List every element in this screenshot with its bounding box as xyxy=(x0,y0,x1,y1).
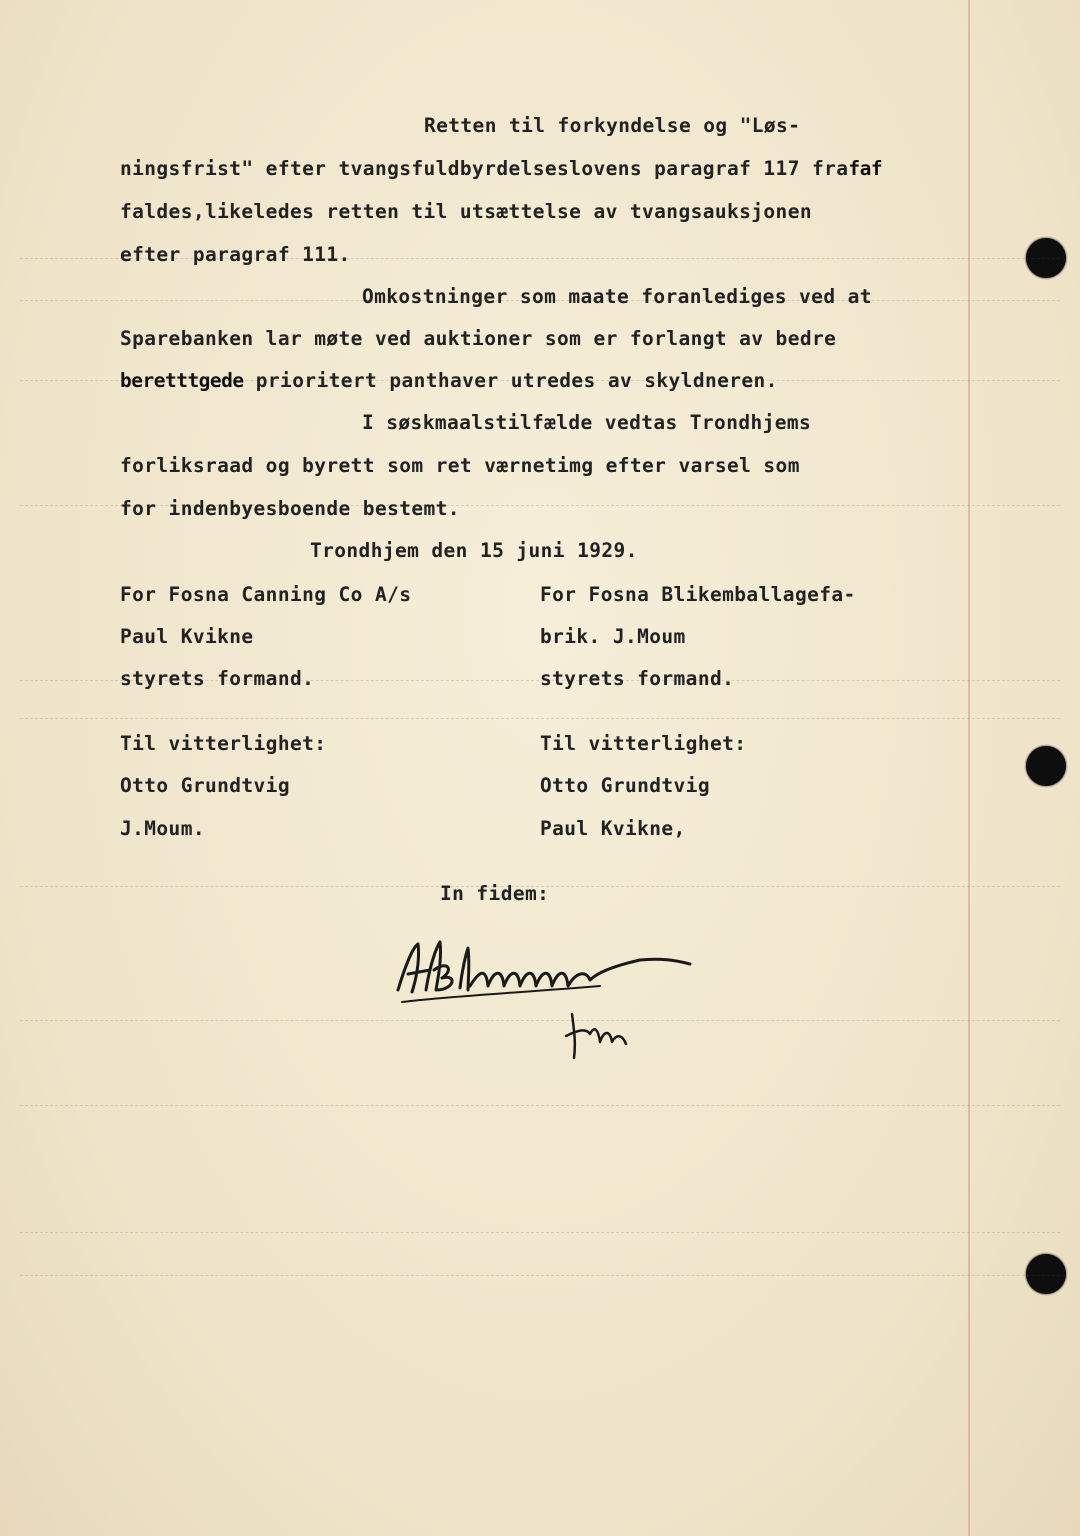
body-line-10: for indenbyesboende bestemt. xyxy=(120,497,460,520)
in-fidem-label: In fidem: xyxy=(440,882,550,905)
bleed-through xyxy=(20,1275,1060,1277)
body-line-3: faldes,likeledes retten til utsættelse av tvangsauksjonen xyxy=(120,200,812,223)
bleed-through xyxy=(20,1232,1060,1234)
struck-text: beretttgede xyxy=(120,369,244,392)
right-witness-label: Til vitterlighet: xyxy=(540,732,747,755)
body-line-7-text: prioritert panthaver utredes av skyldneren. xyxy=(243,369,778,392)
body-line-7 xyxy=(120,369,778,392)
right-party-line-2: brik. J.Moum xyxy=(540,625,686,648)
margin-rule xyxy=(968,0,970,1536)
punch-hole xyxy=(1026,1254,1066,1294)
right-party-line-1: For Fosna Blikemballagefa- xyxy=(540,583,856,606)
body-line-4: efter paragraf 111. xyxy=(120,243,351,266)
bleed-through xyxy=(20,1105,1060,1107)
body-line-2-text: ningsfrist" efter tvangsfuldbyrdelseslovens paragraf 117 fra xyxy=(120,157,849,180)
right-witness-1: Otto Grundtvig xyxy=(540,774,710,797)
date-line: Trondhjem den 15 juni 1929. xyxy=(310,539,638,562)
punch-hole xyxy=(1026,746,1066,786)
left-party-line-2: Paul Kvikne xyxy=(120,625,254,648)
body-line-5: Omkostninger som maate foranlediges ved at xyxy=(362,285,872,308)
body-line-6: Sparebanken lar møte ved auktioner som er forlangt av bedre xyxy=(120,327,837,350)
struck-text: faf xyxy=(848,157,883,180)
body-line-9: forliksraad og byrett som ret værnetimg efter varsel som xyxy=(120,454,800,477)
bleed-through xyxy=(20,718,1060,720)
left-witness-1: Otto Grundtvig xyxy=(120,774,290,797)
left-party-line-3: styrets formand. xyxy=(120,667,315,690)
body-line-1: Retten til forkyndelse og "Løs- xyxy=(424,114,801,137)
left-witness-label: Til vitterlighet: xyxy=(120,732,327,755)
right-witness-2: Paul Kvikne, xyxy=(540,817,686,840)
left-party-line-1: For Fosna Canning Co A/s xyxy=(120,583,412,606)
handwritten-signature xyxy=(390,930,700,1070)
body-line-2 xyxy=(120,157,882,180)
right-party-line-3: styrets formand. xyxy=(540,667,735,690)
left-witness-2: J.Moum. xyxy=(120,817,205,840)
body-line-8: I søskmaalstilfælde vedtas Trondhjems xyxy=(362,411,812,434)
